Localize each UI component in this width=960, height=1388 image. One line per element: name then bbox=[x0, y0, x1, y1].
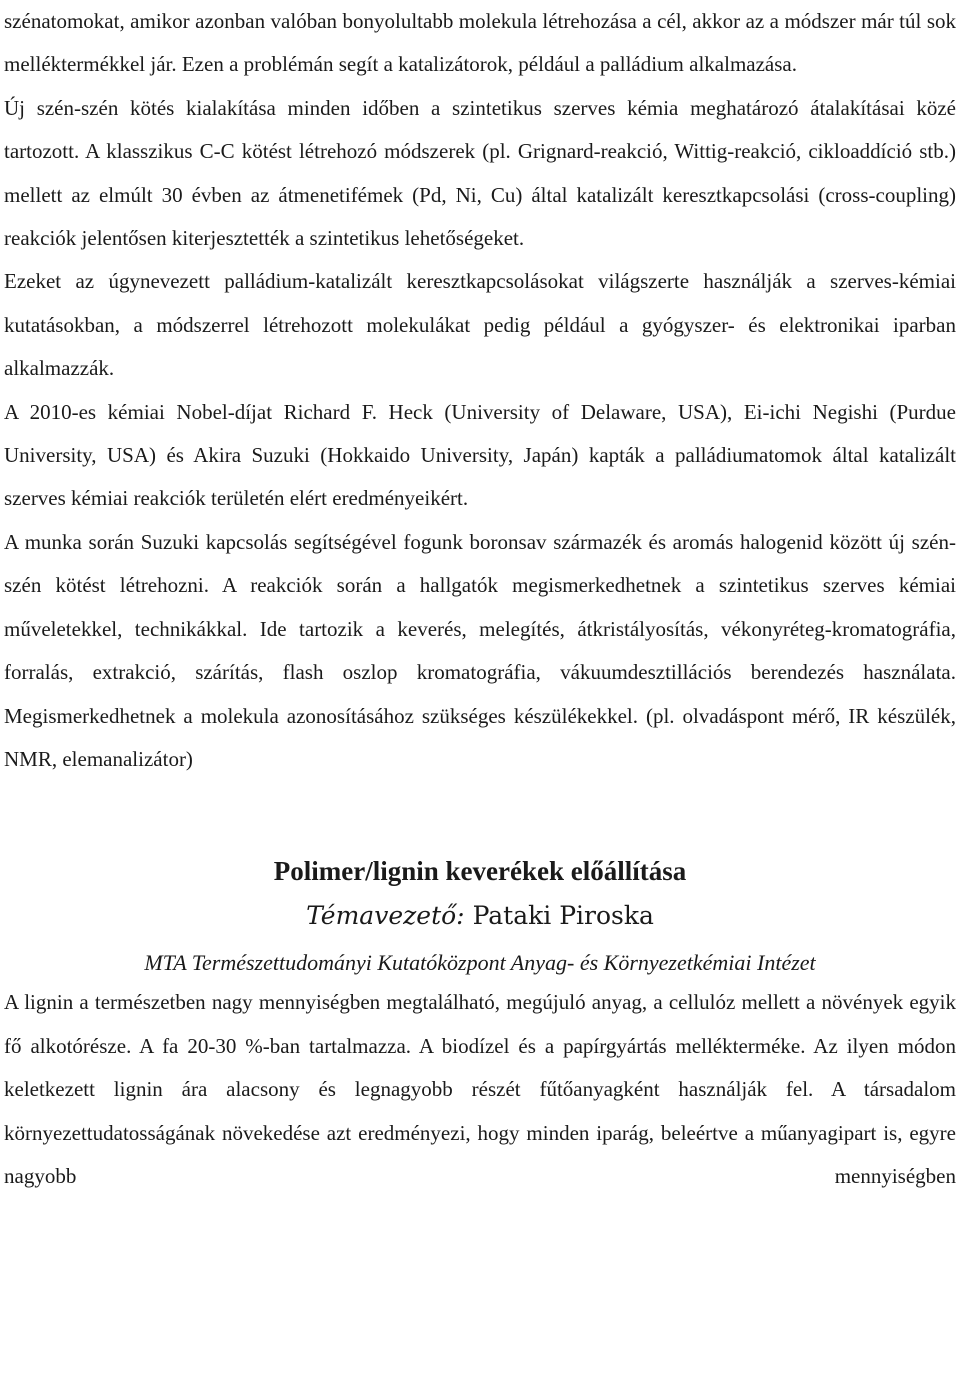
supervisor-label: Témavezető: bbox=[306, 901, 465, 931]
paragraph-suzuki-work: A munka során Suzuki kapcsolás segítségével fogunk boronsav származék és aromás halogenid között új szén-szén kötést létrehozni. A reakciók során a hallgatók megismerkedhetnek a szintetikus szerves kémiai műveletekkel, technikákkal. Ide tartozik a keverés, melegítés, átkristályosítás, vékonyréteg-kromatográfia, forralás, extrakció, szárítás, flash oszlop kromatográfia, vákuumdesztillációs berendezés használata. Megismerkedhetnek a molekula azonosításához szükséges készülékekkel. (pl. olvadáspont mérő, IR készülék, NMR, elemanalizátor) bbox=[4, 529, 956, 771]
document-page bbox=[4, 0, 956, 1198]
supervisor-line bbox=[4, 897, 956, 935]
paragraph-lignin: A lignin a természetben nagy mennyiségben megtalálható, megújuló anyag, a cellulóz mellett a növények egyik fő alkotórésze. A fa 20-30 %-ban tartalmazza. A biodízel és a papírgyártás mellékterméke. Az ilyen módon keletkezett lignin ára alacsony és legnagyobb részét fűtőanyagként használják fel. A társadalom környezettudatosságának növekedése azt eredményezi, hogy minden iparág, beleértve a műanyagipart is, egyre nagyobb mennyiségben bbox=[4, 990, 956, 1188]
paragraph-byproducts: szénatomokat, amikor azonban valóban bonyolultabb molekula létrehozása a cél, akkor az a módszer már túl sok melléktermékkel jár. Ezen a problémán segít a katalizátorok, például a palládium alkalmazása. bbox=[4, 9, 956, 77]
project-header bbox=[4, 853, 956, 981]
institute-name: MTA Természettudományi Kutatóközpont Anyag- és Környezetkémiai Intézet bbox=[144, 950, 816, 976]
paragraph-palladium-coupling: Ezeket az úgynevezett palládium-katalizált keresztkapcsolásokat világszerte használják a szerves-kémiai kutatásokban, a módszerrel létrehozott molekulákat pedig például a gyógyszer- és elektronikai iparban alkalmazzák. bbox=[4, 269, 956, 381]
paragraph-cc-bond-formation: Új szén-szén kötés kialakítása minden időben a szintetikus szerves kémia meghatározó átalakításai közé tartozott. A klasszikus C-C kötést létrehozó módszerek (pl. Grignard-reakció, Wittig-reakció, cikloaddíció stb.) mellett az elmúlt 30 évben az átmenetifémek (Pd, Ni, Cu) által katalizált keresztkapcsolási (cross-coupling) reakciók jelentősen kiterjesztették a szintetikus lehetőségeket. bbox=[4, 95, 956, 251]
project-title: Polimer/lignin keverékek előállítása bbox=[273, 856, 687, 887]
supervisor-name: Pataki Piroska bbox=[472, 901, 654, 931]
paragraph-nobel-prize: A 2010-es kémiai Nobel-díjat Richard F. Heck (University of Delaware, USA), Ei-ichi Negishi (Purdue University, USA) és Akira Suzuki (Hokkaido University, Japán) kapták a palládiumatomok által katalizált szerves kémiai reakciók területén elért eredményeikért. bbox=[4, 399, 956, 511]
